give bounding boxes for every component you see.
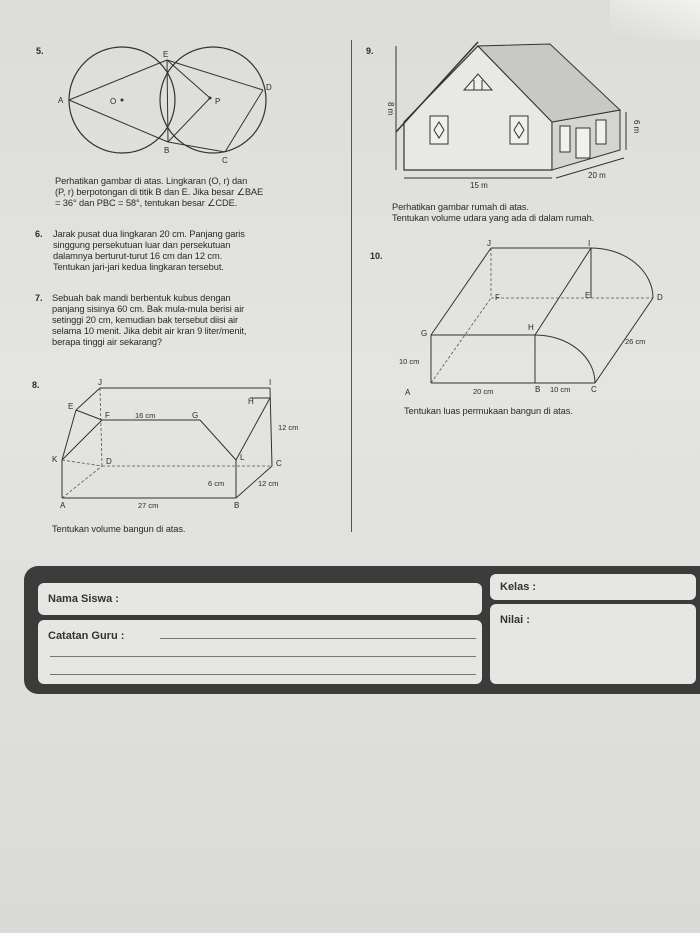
q5-label-p: P: [215, 97, 221, 106]
q9-dim-wall: 6 m: [632, 120, 641, 134]
q5-number: 5.: [36, 46, 44, 56]
q10-dim-hd: 26 cm: [625, 337, 646, 346]
q5-label-e: E: [163, 50, 169, 59]
notes-line-3: [50, 674, 476, 675]
q8-question: Tentukan volume bangun di atas.: [52, 524, 186, 534]
student-name-field[interactable]: [38, 583, 482, 615]
q5-label-b: B: [164, 146, 170, 155]
q10-number: 10.: [370, 251, 383, 261]
q5-circles-figure: [50, 46, 290, 166]
q10-label-e: E: [585, 291, 591, 300]
q8-label-i: I: [269, 378, 272, 387]
q10-label-h: H: [528, 323, 534, 332]
q10-solid-figure: [395, 240, 685, 400]
q10-label-c: C: [591, 385, 597, 394]
q9-house-figure: [380, 40, 650, 195]
class-field[interactable]: [490, 574, 696, 600]
q9-dim-length: 15 m: [470, 181, 488, 190]
q7-number: 7.: [35, 293, 43, 303]
q9-dim-width: 20 m: [588, 171, 606, 180]
q8-label-l: L: [240, 453, 245, 462]
q10-label-b: B: [535, 385, 541, 394]
q8-prism-figure: [50, 378, 330, 518]
q8-label-b: B: [234, 501, 240, 510]
q8-label-h: H: [248, 397, 254, 406]
q9-number: 9.: [366, 46, 374, 56]
q10-label-g: G: [421, 329, 428, 338]
q5-label-d: D: [266, 83, 272, 92]
q5-text: Perhatikan gambar di atas. Lingkaran (O, r) dan (P, r) berpotongan di titik B dan E. Jika besar ∠BAE = 36° dan PBC = 58°, tentukan besar ∠CDE.: [55, 176, 264, 208]
q8-label-d: D: [106, 457, 112, 466]
score-field[interactable]: [490, 604, 696, 684]
teacher-notes-label: Catatan Guru :: [48, 630, 125, 642]
q8-label-e: E: [68, 402, 74, 411]
q9-text: Perhatikan gambar rumah di atas. Tentukan volume udara yang ada di dalam rumah.: [392, 202, 595, 223]
q5-label-o: O: [110, 97, 117, 106]
q10-label-a: A: [405, 388, 411, 397]
q10-label-j: J: [487, 239, 491, 248]
q8-label-c: C: [276, 459, 282, 468]
q10-question: Tentukan luas permukaan bangun di atas.: [404, 406, 573, 416]
q8-label-f: F: [105, 411, 110, 420]
q7-text: Sebuah bak mandi berbentuk kubus dengan panjang sisinya 60 cm. Bak mula-mula berisi air setinggi 20 cm, kemudian bak tersebut diisi air selama 10 menit. Jika debit air kran 9 liter/menit, berapa tinggi air sekarang?: [52, 293, 247, 347]
q8-label-g: G: [192, 411, 199, 420]
q8-label-j: J: [98, 378, 102, 387]
q6-number: 6.: [35, 229, 43, 239]
paper-fold: [610, 0, 700, 40]
q8-dim-height: 12 cm: [278, 423, 299, 432]
q8-dim-lc: 6 cm: [208, 479, 225, 488]
student-name-label: Nama Siswa :: [48, 593, 119, 605]
q5-label-a: A: [58, 96, 64, 105]
class-label: Kelas :: [500, 581, 537, 593]
column-divider: [351, 40, 352, 532]
q10-dim-height: 10 cm: [399, 357, 420, 366]
q8-dim-ab: 27 cm: [138, 501, 159, 510]
q10-label-d: D: [657, 293, 663, 302]
q10-dim-ab: 20 cm: [473, 387, 494, 396]
score-label: Nilai :: [500, 614, 530, 626]
q8-number: 8.: [32, 380, 40, 390]
q8-label-k: K: [52, 455, 58, 464]
q5-label-c: C: [222, 156, 228, 165]
q9-dim-roof: 8 m: [386, 102, 395, 116]
q10-label-f: F: [495, 293, 500, 302]
q8-dim-fg: 16 cm: [135, 411, 156, 420]
notes-line-2: [50, 656, 476, 657]
q6-text: Jarak pusat dua lingkaran 20 cm. Panjang garis singgung persekutuan luar dan persekutuan dalamnya berturut-turut 16 cm dan 12 cm. Tentukan jari-jari kedua lingkaran tersebut.: [53, 229, 245, 272]
q8-dim-cb: 12 cm: [258, 479, 279, 488]
q10-label-i: I: [588, 239, 591, 248]
q8-label-a: A: [60, 501, 66, 510]
q10-dim-bc: 10 cm: [550, 385, 571, 394]
notes-line-1: [160, 638, 476, 639]
